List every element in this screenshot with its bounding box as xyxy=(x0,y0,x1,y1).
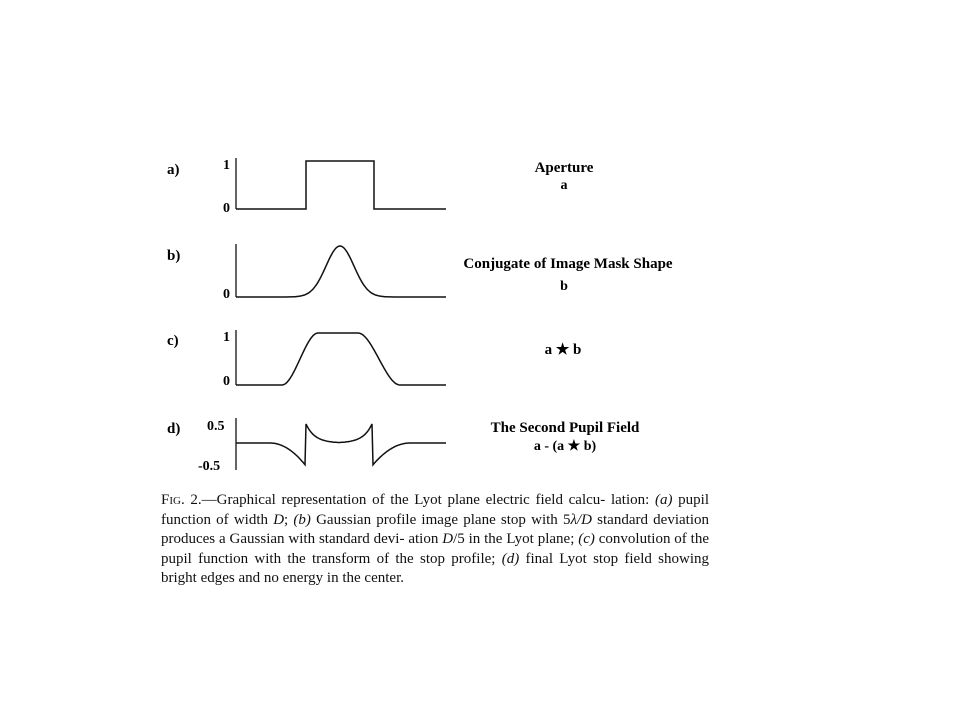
caption-text-5: Gaussian profile image plane stop xyxy=(310,511,526,528)
figure-caption xyxy=(161,491,709,589)
panel-c-label: c) xyxy=(167,333,179,349)
caption-text-4: ; xyxy=(284,511,294,528)
panel-b-tick-0: 0 xyxy=(223,287,230,302)
caption-dash: — xyxy=(201,492,217,508)
caption-text-1: Graphical representation of the Lyot plane electric field calcu- xyxy=(216,492,606,508)
caption-ref-b: (b) xyxy=(293,511,311,528)
panel-b-curve xyxy=(236,246,446,297)
caption-text-13: and no energy in the center. xyxy=(238,570,404,586)
caption-text-3: pupil function of width xyxy=(161,492,710,528)
panel-d-tick-neg: -0.5 xyxy=(198,459,221,474)
panel-c-title: a ★ b xyxy=(544,342,582,358)
caption-text-6: with 5 xyxy=(531,511,571,528)
caption-text-12: final Lyot stop field showing bright edges xyxy=(161,550,709,586)
panel-b-title: Conjugate of Image Mask Shape xyxy=(463,256,673,272)
caption-text-2: lation: xyxy=(610,492,655,508)
caption-lambda-over-d: λ/D xyxy=(570,511,592,528)
caption-text-10: convolution of the pupil function with the xyxy=(161,531,710,567)
caption-ref-d: (d) xyxy=(501,550,520,567)
panel-d-subtitle: a - (a ★ b) xyxy=(533,439,597,454)
panel-a-title: Aperture xyxy=(534,160,594,176)
panel-c-curve xyxy=(236,333,446,385)
caption-text-8: ation xyxy=(408,531,443,547)
panel-d-curve xyxy=(236,424,446,465)
panel-a-tick-1: 1 xyxy=(223,158,230,173)
caption-ref-a: (a) xyxy=(654,492,673,508)
panel-c-tick-1: 1 xyxy=(223,330,230,345)
caption-text-9: /5 in the Lyot plane; xyxy=(453,531,579,547)
caption-fig-label: Fig. 2. xyxy=(161,492,202,508)
panel-b-label: b) xyxy=(167,248,181,264)
panel-d-title: The Second Pupil Field xyxy=(490,420,640,436)
panel-a-label: a) xyxy=(167,162,180,178)
caption-ref-c: (c) xyxy=(578,531,595,547)
panel-a-tick-0: 0 xyxy=(223,201,230,216)
panel-a-curve xyxy=(236,161,446,209)
panel-b-subtitle: b xyxy=(560,279,568,294)
caption-text-7: standard deviation produces a Gaussian with standard devi- xyxy=(161,511,709,547)
caption-text-11: transform of the stop profile; xyxy=(311,550,502,567)
panel-d-label: d) xyxy=(167,421,181,437)
panel-a-subtitle: a xyxy=(560,178,568,193)
caption-width-d: D xyxy=(273,511,285,528)
panel-c-tick-0: 0 xyxy=(223,374,230,389)
caption-d-over-5: D xyxy=(442,531,454,547)
panel-d-tick-pos: 0.5 xyxy=(207,419,225,434)
